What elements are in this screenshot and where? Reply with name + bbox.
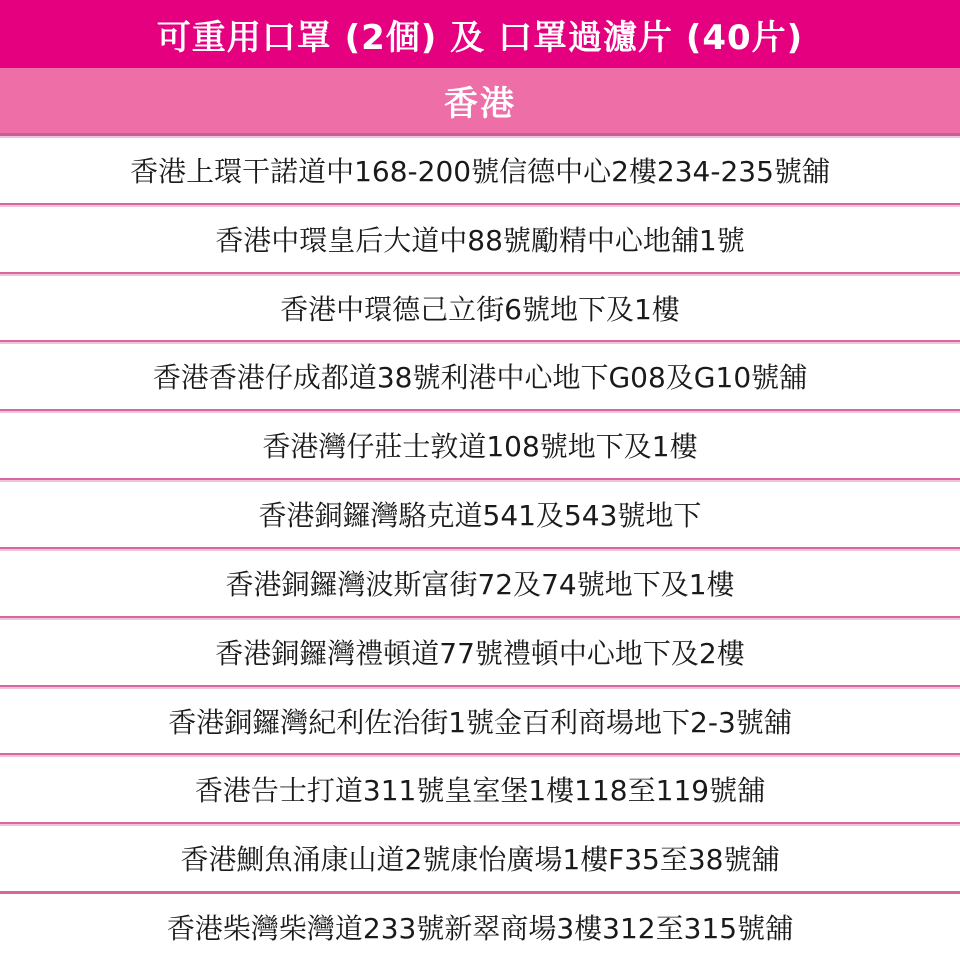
table-row: 香港灣仔莊士敦道108號地下及1樓 — [0, 412, 960, 481]
locations-list — [0, 137, 960, 960]
table-row: 香港銅鑼灣紀利佐治街1號金百利商場地下2-3號舖 — [0, 688, 960, 757]
table-row: 香港上環干諾道中168-200號信德中心2樓234-235號舖 — [0, 137, 960, 206]
table-row: 香港告士打道311號皇室堡1樓118至119號舖 — [0, 756, 960, 825]
table-row: 香港中環皇后大道中88號勵精中心地舖1號 — [0, 206, 960, 275]
region-banner — [0, 68, 960, 137]
region-title: 香港 — [444, 84, 516, 124]
table-row: 香港銅鑼灣禮頓道77號禮頓中心地下及2樓 — [0, 619, 960, 688]
title-banner — [0, 0, 960, 68]
table-row: 香港銅鑼灣駱克道541及543號地下 — [0, 481, 960, 550]
page-title: 可重用口罩 (2個) 及 口罩過濾片 (40片) — [156, 17, 804, 58]
table-row: 香港銅鑼灣波斯富街72及74號地下及1樓 — [0, 550, 960, 619]
table-row: 香港鰂魚涌康山道2號康怡廣場1樓F35至38號舖 — [0, 825, 960, 894]
table-row: 香港柴灣柴灣道233號新翠商場3樓312至315號舖 — [0, 894, 960, 960]
table-row: 香港香港仔成都道38號利港中心地下G08及G10號舖 — [0, 343, 960, 412]
table-row: 香港中環德己立街6號地下及1樓 — [0, 275, 960, 344]
